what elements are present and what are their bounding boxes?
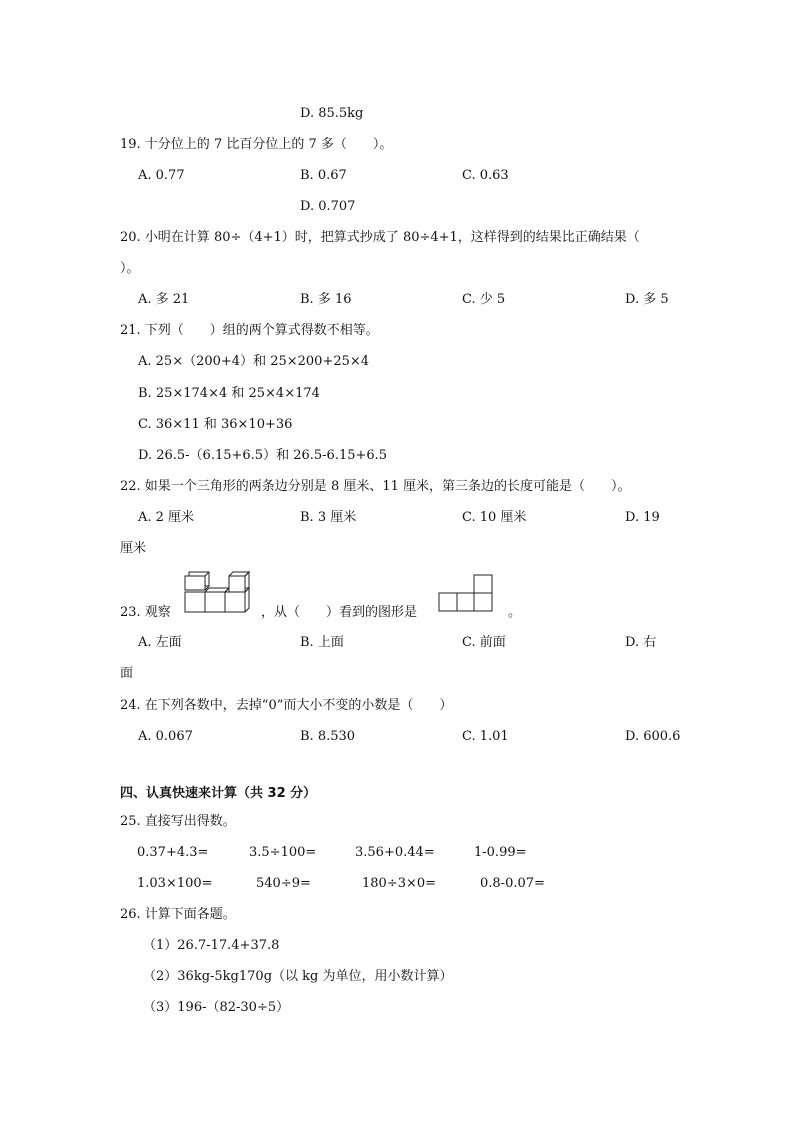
- figure-cube-face: [185, 592, 205, 612]
- q24-option-b: B. 8.530: [300, 729, 356, 744]
- q25-row2-item: 180÷3×0=: [362, 876, 437, 891]
- figure-edge: [245, 588, 249, 612]
- figure-cube-face: [205, 592, 225, 612]
- view-square: [474, 575, 492, 593]
- q20-option-b: B. 多 16: [300, 292, 352, 307]
- q19-stem: 19. 十分位上的 7 比百分位上的 7 多（ ）。: [120, 137, 393, 152]
- q25-row2-item: 0.8-0.07=: [480, 876, 545, 891]
- q23-middle: ，从（ ）看到的图形是: [261, 605, 418, 620]
- q24-option-a: A. 0.067: [138, 729, 193, 744]
- view-square: [457, 593, 474, 611]
- q23-solid-figure: [183, 570, 253, 616]
- q21-option-d: D. 26.5-（6.15+6.5）和 26.5-6.15+6.5: [138, 448, 388, 463]
- q20-stem-line2: ）。: [120, 261, 140, 276]
- section-heading: 四、认真快速来计算（共 32 分）: [120, 786, 317, 801]
- q22-option-d: D. 19: [625, 510, 660, 525]
- q22-stem: 22. 如果一个三角形的两条边分别是 8 厘米、11 厘米，第三条边的长度可能是（ ）。: [120, 479, 631, 494]
- q23-suffix: 。: [508, 605, 522, 620]
- q22-option-b: B. 3 厘米: [300, 510, 357, 525]
- figure-cube-face: [225, 592, 245, 612]
- q19-option-c: C. 0.63: [462, 168, 509, 183]
- q22-option-a: A. 2 厘米: [138, 510, 195, 525]
- q26-stem: 26. 计算下面各题。: [120, 907, 236, 922]
- q23-option-d-wrap: 面: [120, 666, 134, 681]
- q20-option-a: A. 多 21: [138, 292, 190, 307]
- view-square: [474, 593, 492, 611]
- q24-option-c: C. 1.01: [462, 729, 509, 744]
- figure-edge: [245, 572, 249, 588]
- q25-stem: 25. 直接写出得数。: [120, 814, 236, 829]
- q25-row1-item: 1-0.99=: [474, 845, 527, 860]
- q23-view-figure: [438, 574, 500, 614]
- q26-item-1: （1）26.7-17.4+37.8: [143, 938, 280, 953]
- q22-option-c: C. 10 厘米: [462, 510, 527, 525]
- q25-row1-item: 3.5÷100=: [249, 845, 317, 860]
- q19-option-a: A. 0.77: [138, 168, 185, 183]
- q26-item-3: （3）196-（82-30÷5）: [143, 1000, 290, 1015]
- q24-option-d: D. 600.6: [625, 729, 681, 744]
- view-square: [439, 593, 457, 611]
- figure-cube-face: [185, 576, 205, 590]
- q22-option-d-wrap: 厘米: [120, 541, 147, 556]
- q19-option-d: D. 0.707: [300, 199, 356, 214]
- figure-cube-face: [229, 576, 245, 592]
- q25-row2-item: 540÷9=: [256, 876, 311, 891]
- q21-option-a: A. 25×（200+4）和 25×200+25×4: [138, 354, 370, 369]
- q25-row1-item: 0.37+4.3=: [137, 845, 209, 860]
- q26-item-2: （2）36kg-5kg170g（以 kg 为单位，用小数计算）: [143, 969, 453, 984]
- q20-option-d: D. 多 5: [625, 292, 669, 307]
- q19-option-b: B. 0.67: [300, 168, 347, 183]
- q24-stem: 24. 在下列各数中，去掉“0”而大小不变的小数是（ ）: [120, 698, 453, 713]
- q21-stem: 21. 下列（ ）组的两个算式得数不相等。: [120, 323, 379, 338]
- q25-row2-item: 1.03×100=: [137, 876, 213, 891]
- q23-option-b: B. 上面: [300, 635, 344, 650]
- q23-prefix: 23. 观察: [120, 605, 171, 620]
- q23-option-a: A. 左面: [138, 635, 182, 650]
- q18-option-d: D. 85.5kg: [300, 106, 364, 121]
- q20-option-c: C. 少 5: [462, 292, 506, 307]
- q20-stem-line1: 20. 小明在计算 80÷（4+1）时，把算式抄成了 80÷4+1，这样得到的结果比正确结果（: [120, 230, 640, 245]
- q21-option-c: C. 36×11 和 36×10+36: [138, 417, 293, 432]
- q23-option-c: C. 前面: [462, 635, 506, 650]
- q23-option-d: D. 右: [625, 635, 657, 650]
- q25-row1-item: 3.56+0.44=: [355, 845, 435, 860]
- q21-option-b: B. 25×174×4 和 25×4×174: [138, 386, 320, 401]
